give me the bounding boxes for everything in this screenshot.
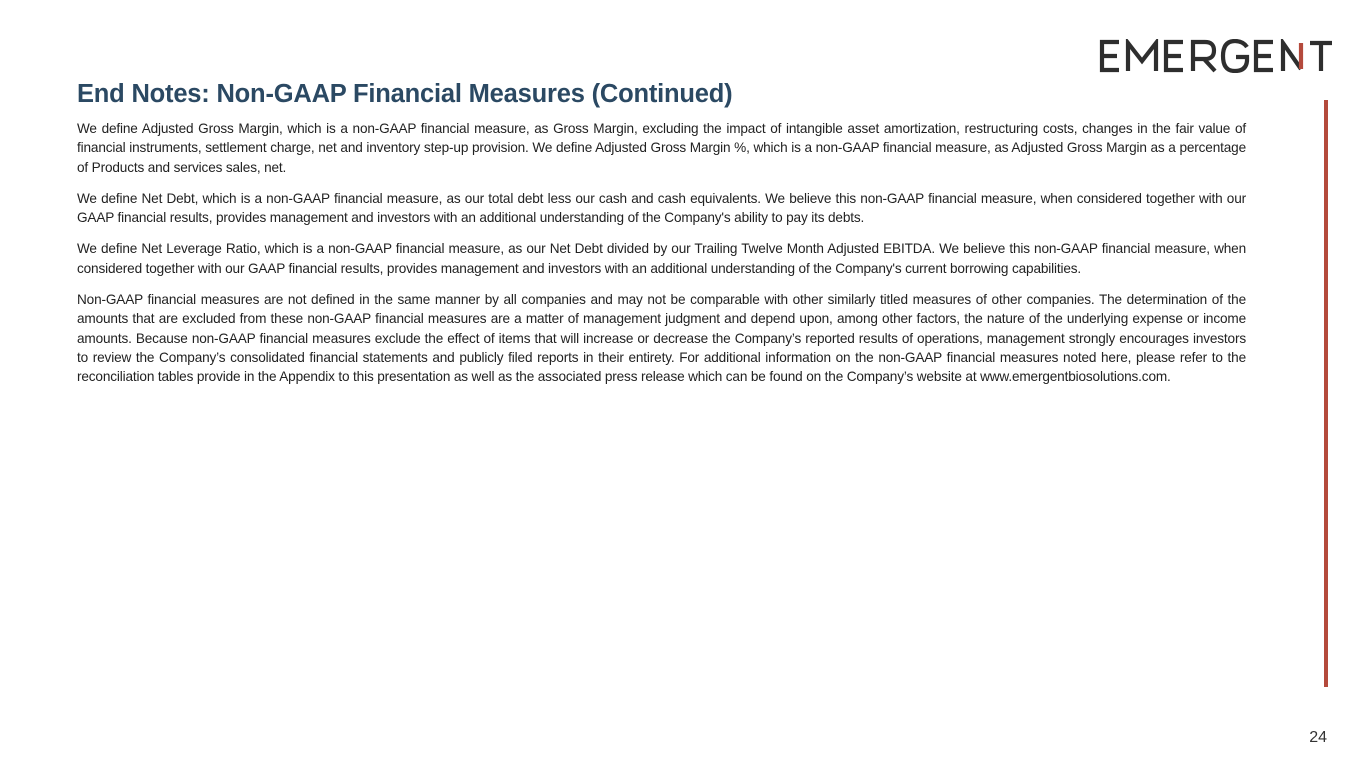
accent-bar	[1324, 100, 1328, 687]
paragraph-net-debt: We define Net Debt, which is a non-GAAP financial measure, as our total debt less our cash and cash equivalents. We believe this non-GAAP financial measure, when considered together with our GAAP financial results, provides management and investors with an additional understanding of the Company's ability to pay its debts.	[77, 190, 1246, 226]
emergent-logo	[1098, 39, 1334, 73]
page-number: 24	[1309, 729, 1327, 746]
paragraph-adjusted-gross-margin: We define Adjusted Gross Margin, which is a non-GAAP financial measure, as Gross Margin, excluding the impact of intangible asset amortization, restructuring costs, changes in the fair value of financial instruments, settlement charge, net and inventory step-up provision. We define Adjusted Gross Margin %, which is a non-GAAP financial measure, as Adjusted Gross Margin as a percentage of Products and services sales, net.	[77, 121, 1246, 175]
end-notes-body	[77, 119, 1246, 399]
page-title: End Notes: Non-GAAP Financial Measures (Continued)	[77, 80, 733, 108]
paragraph-net-leverage-ratio: We define Net Leverage Ratio, which is a non-GAAP financial measure, as our Net Debt divided by our Trailing Twelve Month Adjusted EBITDA. We believe this non-GAAP financial measure, when considered together with our GAAP financial results, provides management and investors with an additional understanding of the Company's current borrowing capabilities.	[77, 241, 1246, 276]
paragraph-non-gaap-disclaimer: Non-GAAP financial measures are not defined in the same manner by all companies and may not be comparable with other similarly titled measures of other companies. The determination of the amounts that are excluded from these non-GAAP financial measures are a matter of management judgment and depend upon, among other factors, the nature of the underlying expense or income amounts. Because non-GAAP financial measures exclude the effect of items that will increase or decrease the Company’s reported results of operations, management strongly encourages investors to review the Company’s consolidated financial statements and publicly filed reports in their entirety. For additional information on the non-GAAP financial measures noted here, please refer to the reconciliation tables provide in the Appendix to this presentation as well as the associated press release which can be found on the Company’s website at www.emergentbiosolutions.com.	[77, 292, 1246, 385]
